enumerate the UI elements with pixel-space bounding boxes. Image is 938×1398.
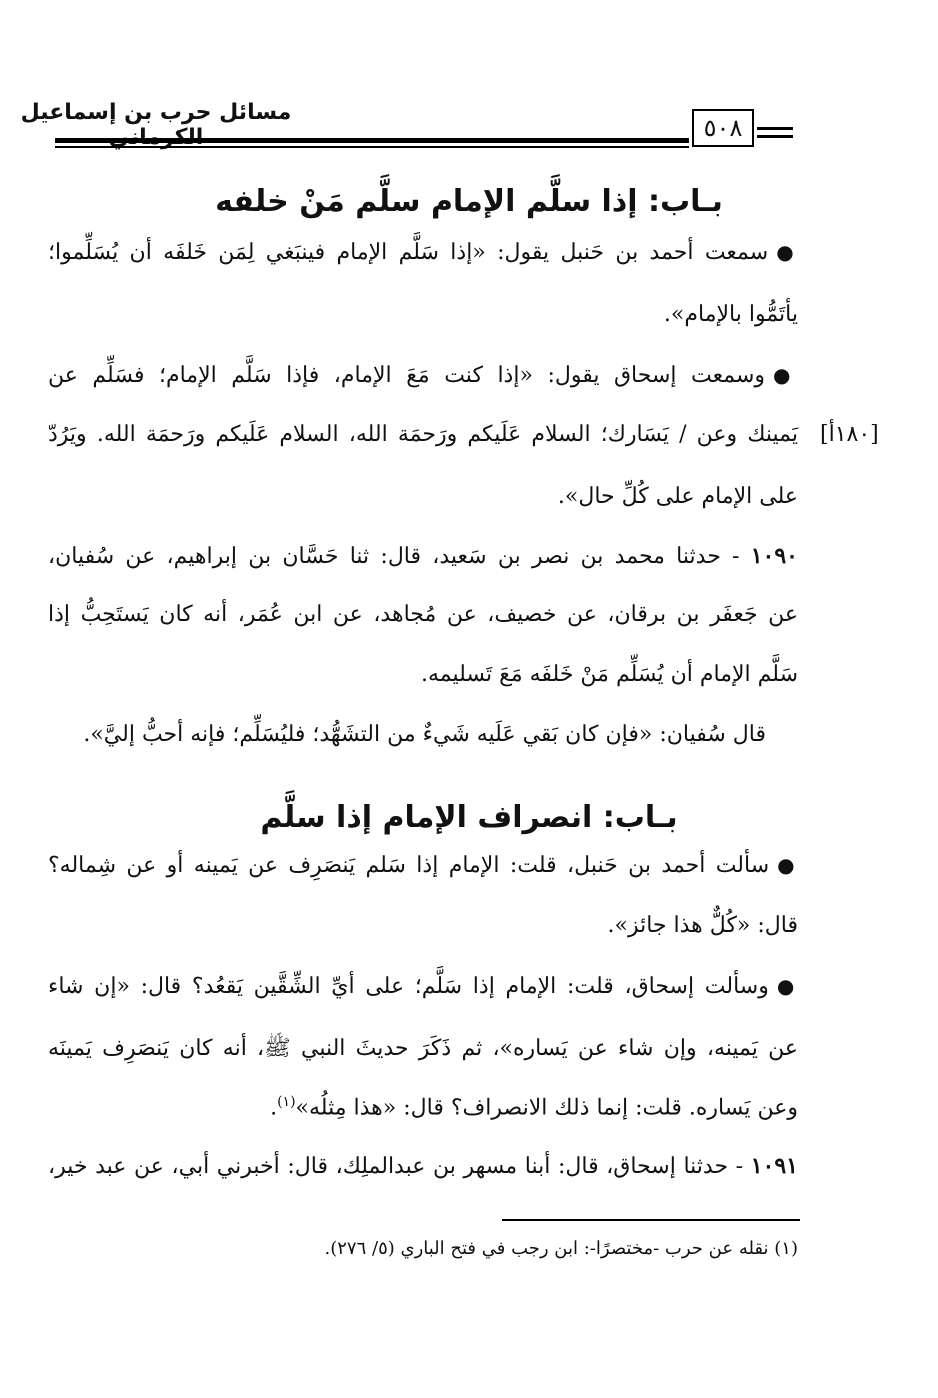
hadith-number: ١٠٩١ xyxy=(750,1153,798,1179)
header-rule-thin xyxy=(55,146,689,148)
para-2-line-2: يَمينك وعن / يَسَارك؛ السلام عَلَيكم ورَحمَة الله، السلام عَلَيكم ورَحمَة الله. ويَرُدّ xyxy=(48,422,798,447)
para-2-line-3: على الإمام على كُلِّ حال». xyxy=(557,484,798,509)
para-3-line-1: ●سألت أحمد بن حَنبل، قلت: الإمام إذا سَلم يَنصَرِف عن يَمينه أو عن شِماله؟ xyxy=(48,853,799,878)
header-rule-right-1 xyxy=(757,127,793,130)
para-4-line-3: وعن يَساره. قلت: إنما ذلك الانصراف؟ قال: «هذا مِثلُه»$^{(١)}$. xyxy=(270,1094,798,1121)
manuscript-folio-note: [١٨٠أ] xyxy=(820,422,879,447)
page-number: ٥٠٨ xyxy=(692,109,754,147)
para-1-line-2: يأتَمُّوا بالإمام». xyxy=(663,302,798,327)
hadith-1091-line-1: ١٠٩١ - حدثنا إسحاق، قال: أبنا مسهر بن عبدالملِك، قال: أخبرني أبي، عن عبد خير، xyxy=(48,1153,798,1179)
footnote-separator xyxy=(502,1219,800,1221)
section-heading-2: بـاب: انصراف الإمام إذا سلَّم xyxy=(260,800,678,835)
para-1-line-1: ●سمعت أحمد بن حَنبل يقول: «إذا سَلَّم الإمام فينبَغي لِمَن خَلفَه أن يُسَلِّموا؛ xyxy=(48,240,798,265)
header-rule-right-2 xyxy=(757,135,793,138)
hadith-1090-line-4: قال سُفيان: «فإن كان بَقي عَلَيه شَيءٌ من التشَهُّد؛ فليُسَلِّم؛ فإنه أحبُّ إليَّ». xyxy=(83,722,766,747)
para-2-line-1: ●وسمعت إسحاق يقول: «إذا كنت مَعَ الإمام، فإذا سَلَّم الإمام؛ فسَلِّم عن xyxy=(48,363,798,388)
section-heading-1: بـاب: إذا سلَّم الإمام سلَّم مَنْ خلفه xyxy=(215,184,723,219)
running-header-title: مسائل حرب بن إسماعيل xyxy=(20,100,292,125)
hadith-1090-line-3: سَلَّم الإمام أن يُسَلِّم مَنْ خَلفَه مَعَ تَسليمه. xyxy=(420,662,798,687)
header-rule-thick xyxy=(55,138,689,143)
bullet-icon: ● xyxy=(776,974,799,998)
footnote: (١) نقله عن حرب -مختصرًا-: ابن رجب في فتح الباري (٥/ ٢٧٦). xyxy=(324,1238,798,1259)
footnote-reference: (١) xyxy=(277,1094,296,1110)
hadith-number: ١٠٩٠ xyxy=(750,543,798,569)
bullet-icon: ● xyxy=(777,853,799,877)
para-4-line-1: ●وسألت إسحاق، قلت: الإمام إذا سَلَّم؛ على أيِّ الشِّقَّين يَقعُد؟ قال: «إن شاء xyxy=(48,974,799,999)
bullet-icon: ● xyxy=(776,240,798,264)
para-3-line-2: قال: «كُلٌّ هذا جائز». xyxy=(607,913,798,938)
hadith-1090-line-1: ١٠٩٠ - حدثنا محمد بن نصر بن سَعيد، قال: ثنا حَسَّان بن إبراهيم، عن سُفيان، xyxy=(48,543,798,569)
bullet-icon: ● xyxy=(773,363,798,387)
para-4-line-2: عن يَمينه، وإن شاء عن يَساره»، ثم ذَكَرَ حديثَ النبي ﷺ، أنه كان يَنصَرِف يَمينَه xyxy=(48,1036,798,1061)
hadith-1090-line-2: عن جَعفَر بن برقان، عن خصيف، عن مُجاهد، عن ابن عُمَر، أنه كان يَستَحِبُّ إذا xyxy=(48,602,798,627)
